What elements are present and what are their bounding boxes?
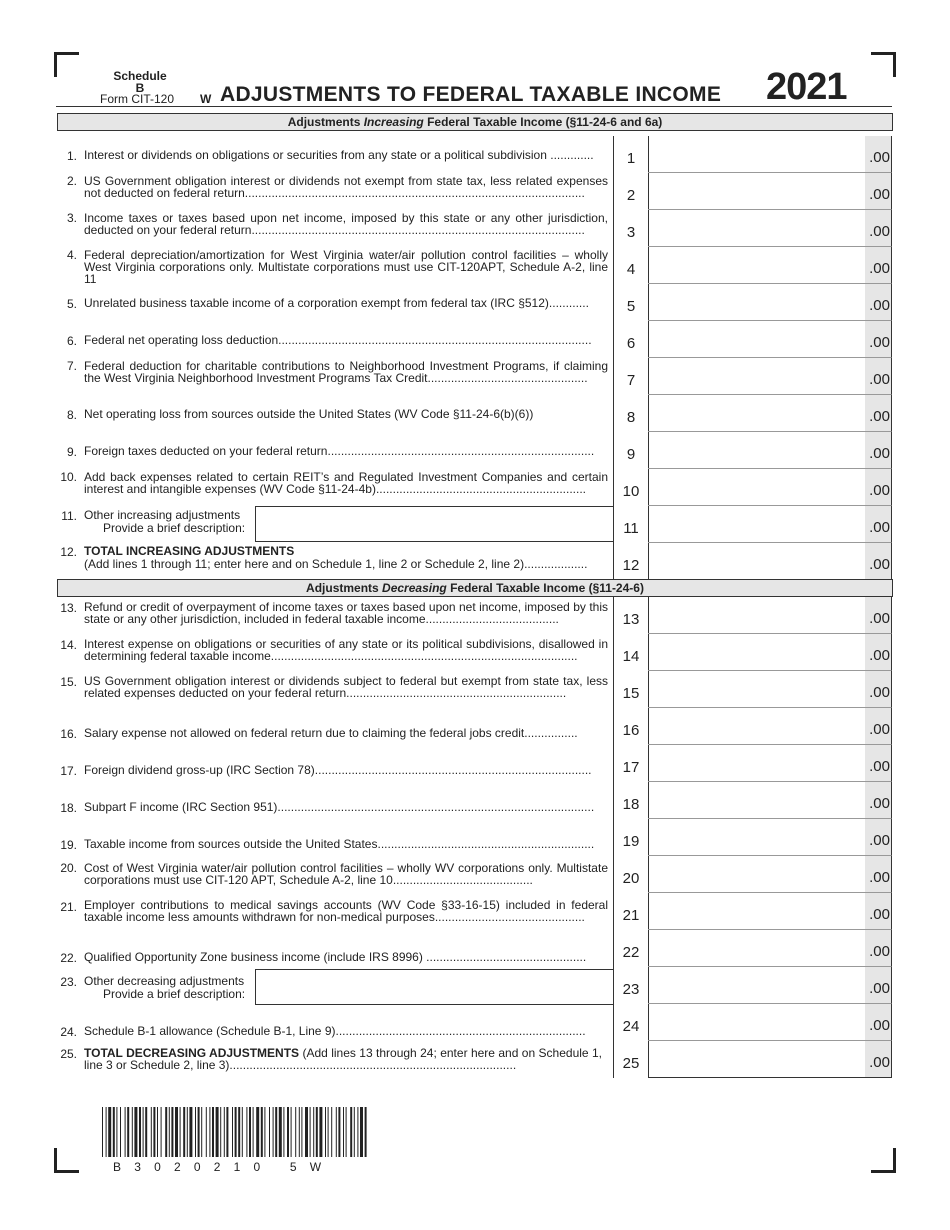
crop-mark-bottom-left	[54, 1148, 79, 1173]
crop-mark-top-left	[54, 52, 79, 77]
tax-year: 2021	[766, 66, 847, 108]
barcode-bar	[283, 1107, 284, 1157]
w-mark: W	[200, 92, 212, 106]
line-13-row: 13. Refund or credit of overpayment of income taxes or taxes based upon net income, imposed by this state or any other jurisdiction, included in federal taxable income........................................ 13 .00	[57, 597, 892, 634]
barcode-bar	[116, 1107, 117, 1157]
line-25-amount-input[interactable]	[648, 1041, 866, 1078]
barcode-bar	[279, 1107, 282, 1157]
line-11-amount-input[interactable]	[648, 506, 866, 543]
line-18-amount-input[interactable]	[648, 782, 866, 819]
barcode-bar	[287, 1107, 289, 1157]
barcode-bar	[299, 1107, 300, 1157]
barcode-bar	[354, 1107, 355, 1157]
barcode-bar	[175, 1107, 178, 1157]
line-3-row: 3. Income taxes or taxes based upon net income, imposed by this state or any other jurisdiction, deducted on your federal return.................................................................................................... 3 .00	[57, 210, 892, 247]
line-2-row: 2. US Government obligation interest or dividends not exempt from state tax, less related expenses not deducted on federal return...................................................................................................... 2 .00	[57, 173, 892, 210]
barcode-bar	[212, 1107, 214, 1157]
page-title: ADJUSTMENTS TO FEDERAL TAXABLE INCOME	[220, 83, 722, 106]
barcode-bar	[269, 1107, 270, 1157]
barcode-bar	[102, 1107, 103, 1157]
line-19-amount-input[interactable]	[648, 819, 866, 856]
line-13-amount-input[interactable]	[648, 597, 866, 634]
barcode-bar	[249, 1107, 251, 1157]
barcode-bar	[145, 1107, 147, 1157]
line-6-row: 6. Federal net operating loss deduction.............................................................................................. 6 .00	[57, 321, 892, 358]
barcode-bar	[350, 1107, 352, 1157]
line-3-amount-input[interactable]	[648, 210, 866, 247]
barcode-bar	[328, 1107, 329, 1157]
line-9-amount-input[interactable]	[648, 432, 866, 469]
barcode-bar	[139, 1107, 141, 1157]
line-21-row: 21. Employer contributions to medical savings accounts (WV Code §33-16-15) included in federal taxable income less amounts withdrawn for non-medical purposes............................................. 21 .00	[57, 893, 892, 930]
form-number: Form CIT-120	[100, 92, 175, 106]
barcode-bar	[161, 1107, 162, 1157]
barcode-bar	[169, 1107, 170, 1157]
barcode-bar	[183, 1107, 185, 1157]
line-17-amount-input[interactable]	[648, 745, 866, 782]
line-5-amount-input[interactable]	[648, 284, 866, 321]
barcode-bar	[143, 1107, 144, 1157]
barcode-bar	[125, 1107, 126, 1157]
line-21-amount-input[interactable]	[648, 893, 866, 930]
section-header-decreasing: Adjustments Decreasing Federal Taxable Income (§11-24-6)	[57, 579, 893, 597]
line-8-amount-input[interactable]	[648, 395, 866, 432]
line-15-row: 15. US Government obligation interest or dividends subject to federal but exempt from state tax, less related expenses deducted on your federal return.................................................................. 15 .00	[57, 671, 892, 708]
line-6-amount-input[interactable]	[648, 321, 866, 358]
line-20-row: 20. Cost of West Virginia water/air pollution control facilities – wholly WV corporations only. Multistate corporations must use CIT-120 APT, Schedule A-2, line 10.......................................... 20 .00	[57, 856, 892, 893]
barcode-bar	[310, 1107, 311, 1157]
line-5-row: 5. Unrelated business taxable income of a corporation exempt from federal tax (IRC §512)............ 5 .00	[57, 284, 892, 321]
barcode-bar	[316, 1107, 318, 1157]
line-15-amount-input[interactable]	[648, 671, 866, 708]
barcode-bar	[195, 1107, 196, 1157]
line-16-row: 16. Salary expense not allowed on federal return due to claiming the federal jobs credit................ 16 .00	[57, 708, 892, 745]
line-24-amount-input[interactable]	[648, 1004, 866, 1041]
barcode-bar	[127, 1107, 129, 1157]
line-14-row: 14. Interest expense on obligations or securities of any state or its political subdivisions, disallowed in determining federal taxable income............................................................................................ 14 .00	[57, 634, 892, 671]
barcode-bar	[224, 1107, 225, 1157]
barcode-bar	[273, 1107, 274, 1157]
barcode-bar	[346, 1107, 347, 1157]
line-1-row: 1. Interest or dividends on obligations or securities from any state or a political subdivision ............. 1 .00	[57, 136, 892, 173]
line-number-box: 1	[613, 136, 649, 173]
line-17-row: 17. Foreign dividend gross-up (IRC Section 78)................................................................................... 17 .00	[57, 745, 892, 782]
barcode-bar	[189, 1107, 192, 1157]
section-header-increasing: Adjustments Increasing Federal Taxable Income (§11-24-6 and 6a)	[57, 113, 893, 131]
line-23-row: 23. Other decreasing adjustments Provide a brief description: 23 .00	[57, 967, 892, 1004]
barcode-bar	[261, 1107, 263, 1157]
barcode-bar	[113, 1107, 115, 1157]
barcode-bar	[216, 1107, 219, 1157]
barcode-bar	[305, 1107, 308, 1157]
barcode-bar	[253, 1107, 254, 1157]
barcode-bar	[180, 1107, 181, 1157]
barcode-text: B3020210 5W	[113, 1160, 335, 1174]
barcode-bar	[232, 1107, 233, 1157]
barcode-bar	[187, 1107, 188, 1157]
barcode-bar	[256, 1107, 259, 1157]
barcode-bar	[108, 1107, 111, 1157]
line-2-amount-input[interactable]	[648, 173, 866, 210]
barcode-bar	[171, 1107, 173, 1157]
barcode-bar	[264, 1107, 265, 1157]
barcode-bar	[235, 1107, 237, 1157]
line-24-row: 24. Schedule B-1 allowance (Schedule B-1, Line 9)........................................................................... 24 .00	[57, 1004, 892, 1041]
line-14-amount-input[interactable]	[648, 634, 866, 671]
line-23-description-input[interactable]	[255, 969, 613, 1005]
line-10-amount-input[interactable]	[648, 469, 866, 506]
line-12-amount-input[interactable]	[648, 543, 866, 580]
line-19-row: 19. Taxable income from sources outside the United States................................................................. 19 .00	[57, 819, 892, 856]
barcode-bar	[201, 1107, 202, 1157]
line-8-row: 8. Net operating loss from sources outside the United States (WV Code §11-24-6(b)(6)) 8 .00	[57, 395, 892, 432]
barcode-bar	[209, 1107, 210, 1157]
barcode-bar	[132, 1107, 133, 1157]
line-23-amount-input[interactable]	[648, 967, 866, 1004]
barcode-bar	[120, 1107, 121, 1157]
line-11-description-input[interactable]	[255, 506, 613, 542]
barcode-bar	[343, 1107, 344, 1157]
line-4-row: 4. Federal depreciation/amortization for West Virginia water/air pollution control facilities – wholly West Virginia corporations only. Multistate corporations must use CIT-120APT, Schedule A-2, line 11 4 .00	[66, 248, 890, 286]
barcode-bar	[106, 1107, 107, 1157]
schedule-label: Schedule B	[113, 69, 167, 95]
barcode-bar	[151, 1107, 152, 1157]
barcode-bar	[336, 1107, 337, 1157]
barcode-bar	[153, 1107, 155, 1157]
line-10-row: 10. Add back expenses related to certain REIT’s and Regulated Investment Companies and certain interest and intangible expenses (WV Code §11-24-4b)............................................................... 10 .00	[57, 469, 892, 506]
crop-mark-bottom-right	[871, 1148, 896, 1173]
barcode-bar	[365, 1107, 367, 1157]
barcode-bar	[338, 1107, 340, 1157]
line-16-amount-input[interactable]	[648, 708, 866, 745]
line-11-row: 11. Other increasing adjustments Provide a brief description: 11 .00	[57, 506, 892, 543]
barcode-bar	[301, 1107, 302, 1157]
barcode	[100, 1107, 370, 1159]
line-25-row: 25. TOTAL DECREASING ADJUSTMENTS (Add lines 13 through 24; enter here and on Schedule 1, line 3 or Schedule 2, line 3)...................................................................................... 25 .00	[57, 1041, 892, 1078]
barcode-bar	[291, 1107, 292, 1157]
barcode-bar	[275, 1107, 277, 1157]
line-20-amount-input[interactable]	[648, 856, 866, 893]
line-22-amount-input[interactable]	[648, 930, 866, 967]
barcode-bar	[134, 1107, 137, 1157]
line-4-amount-input[interactable]	[648, 247, 866, 284]
barcode-bar	[198, 1107, 200, 1157]
barcode-bar	[165, 1107, 167, 1157]
crop-mark-top-right	[871, 52, 896, 77]
line-7-amount-input[interactable]	[648, 358, 866, 395]
line-1-amount-input[interactable]	[648, 136, 866, 173]
barcode-bar	[295, 1107, 296, 1157]
line-12-row: 12. TOTAL INCREASING ADJUSTMENTS (Add lines 1 through 11; enter here and on Schedule 1, line 2 or Schedule 2, line 2)................... 12 .00	[57, 543, 892, 580]
barcode-bar	[325, 1107, 326, 1157]
barcode-bar	[206, 1107, 207, 1157]
barcode-bar	[220, 1107, 221, 1157]
header-rule	[56, 106, 892, 107]
barcode-bar	[360, 1107, 363, 1157]
barcode-bar	[319, 1107, 322, 1157]
line-22-row: 22. Qualified Opportunity Zone business income (include IRS 8996) ................................................ 22 .00	[57, 930, 892, 967]
barcode-bar	[238, 1107, 240, 1157]
barcode-bar	[157, 1107, 158, 1157]
line-18-row: 18. Subpart F income (IRC Section 951)............................................................................................... 18 .00	[57, 782, 892, 819]
barcode-bar	[226, 1107, 228, 1157]
line-9-row: 9. Foreign taxes deducted on your federal return................................................................................ 9 .00	[57, 432, 892, 469]
barcode-bar	[357, 1107, 358, 1157]
barcode-bar	[246, 1107, 247, 1157]
barcode-bar	[331, 1107, 332, 1157]
cents-field: .00	[865, 136, 892, 173]
barcode-bar	[313, 1107, 314, 1157]
barcode-bar	[242, 1107, 243, 1157]
line-7-row: 7. Federal deduction for charitable contributions to Neighborhood Investment Programs, if claiming the West Virginia Neighborhood Investment Programs Tax Credit................................................ 7 .00	[57, 358, 892, 395]
